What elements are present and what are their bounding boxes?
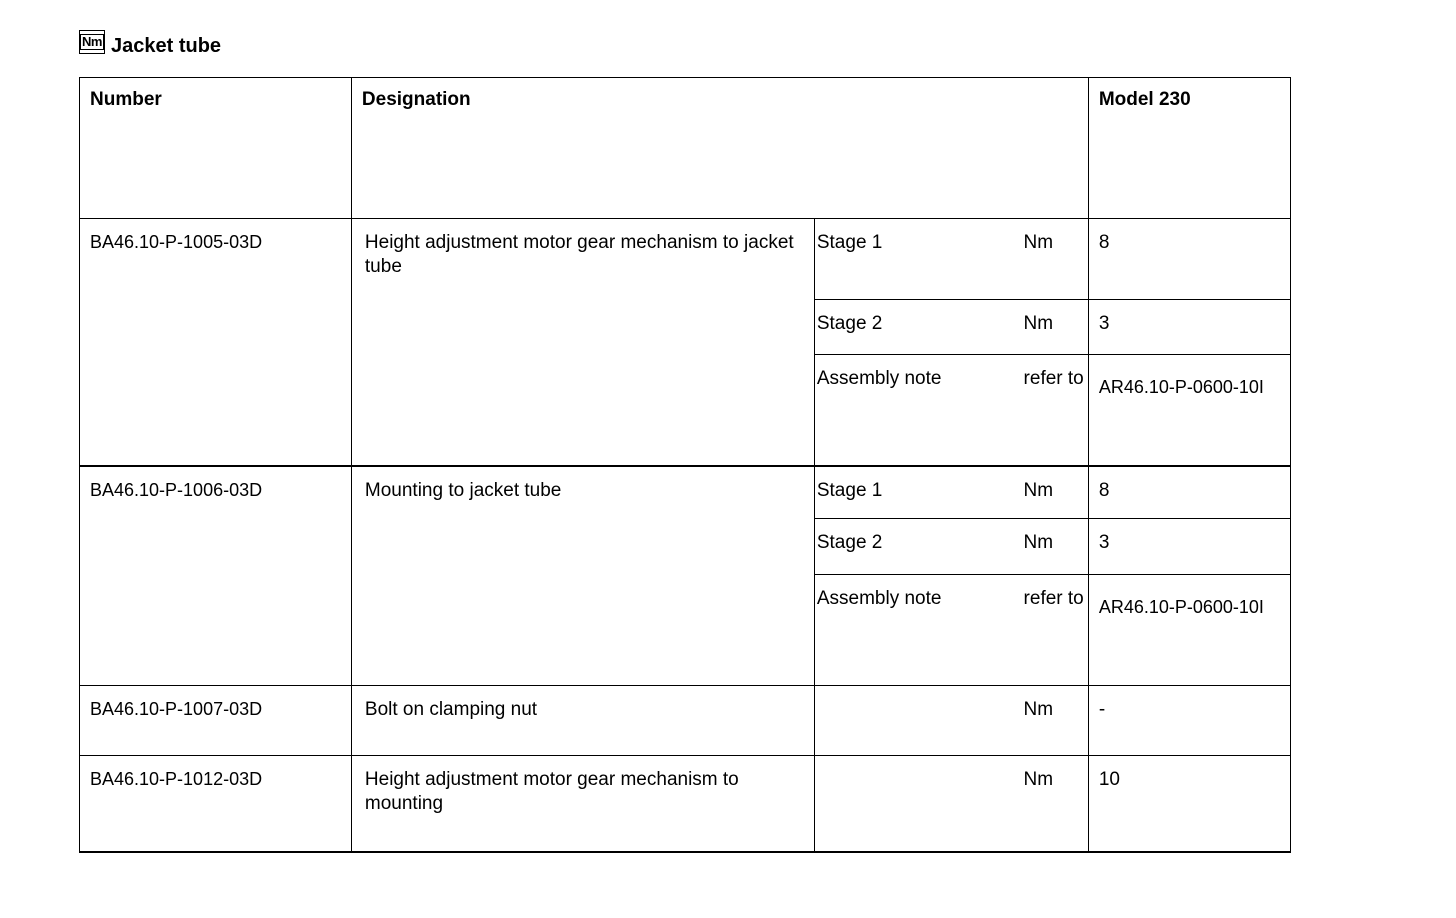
row-designation: Height adjustment motor gear mechanism to mounting xyxy=(351,756,814,852)
stage-label xyxy=(814,686,1019,756)
torque-spec-table xyxy=(79,77,1291,853)
unit-label: Nm xyxy=(1020,466,1089,519)
table-row xyxy=(80,756,1291,852)
table-row xyxy=(80,466,1291,519)
assembly-note-label: Assembly note xyxy=(814,575,1019,686)
torque-value: 10 xyxy=(1088,756,1290,852)
section-heading xyxy=(79,29,221,57)
refer-to-label: refer to xyxy=(1020,355,1089,466)
row-number: BA46.10-P-1007-03D xyxy=(80,686,352,756)
assembly-note-label: Assembly note xyxy=(814,355,1019,466)
unit-label: Nm xyxy=(1020,686,1089,756)
unit-label: Nm xyxy=(1020,300,1089,355)
table-row xyxy=(80,219,1291,300)
unit-label: Nm xyxy=(1020,756,1089,852)
header-model: Model 230 xyxy=(1088,78,1290,219)
header-designation: Designation xyxy=(351,78,1088,219)
refer-to-label: refer to xyxy=(1020,575,1089,686)
row-designation: Height adjustment motor gear mechanism to jacket tube xyxy=(351,219,814,466)
torque-value: 8 xyxy=(1088,219,1290,300)
header-number: Number xyxy=(80,78,352,219)
unit-label: Nm xyxy=(1020,519,1089,575)
row-designation: Mounting to jacket tube xyxy=(351,466,814,686)
torque-value: 3 xyxy=(1088,519,1290,575)
torque-value: - xyxy=(1088,686,1290,756)
reference-link[interactable]: AR46.10-P-0600-10I xyxy=(1088,355,1290,466)
torque-nm-icon xyxy=(79,30,105,54)
row-number: BA46.10-P-1006-03D xyxy=(80,466,352,686)
row-number: BA46.10-P-1005-03D xyxy=(80,219,352,466)
torque-value: 8 xyxy=(1088,466,1290,519)
table-header-row xyxy=(80,78,1291,219)
stage-label: Stage 1 xyxy=(814,466,1019,519)
stage-label: Stage 2 xyxy=(814,519,1019,575)
torque-value: 3 xyxy=(1088,300,1290,355)
stage-label: Stage 1 xyxy=(814,219,1019,300)
torque-nm-icon-text: Nm xyxy=(82,34,102,49)
unit-label: Nm xyxy=(1020,219,1089,300)
section-title: Jacket tube xyxy=(111,35,222,57)
stage-label: Stage 2 xyxy=(814,300,1019,355)
row-number: BA46.10-P-1012-03D xyxy=(80,756,352,852)
stage-label xyxy=(814,756,1019,852)
row-designation: Bolt on clamping nut xyxy=(351,686,814,756)
reference-link[interactable]: AR46.10-P-0600-10I xyxy=(1088,575,1290,686)
table-row xyxy=(80,686,1291,756)
